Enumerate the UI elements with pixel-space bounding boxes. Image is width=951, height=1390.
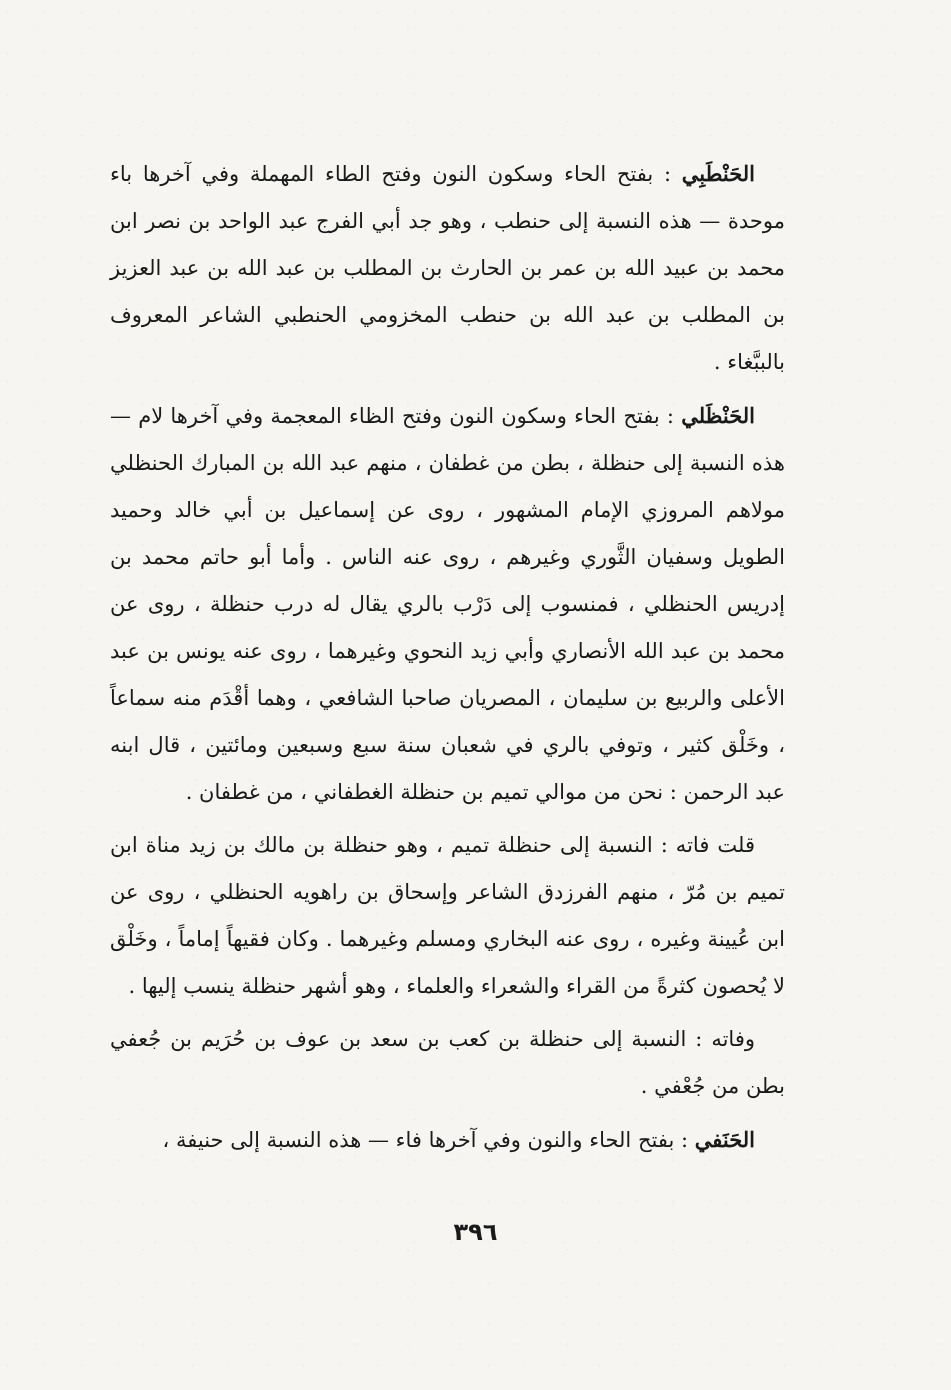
entry-text: : بفتح الحاء والنون وفي آخرها فاء — هذه النسبة إلى حنيفة ، — [162, 1128, 695, 1152]
page-number: ٣٩٦ — [453, 1218, 498, 1246]
entry-text: : بفتح الحاء وسكون النون وفتح الطاء المهملة وفي آخرها باء موحدة — هذه النسبة إلى حنطب ، وهو جد أبي الفرج عبد الواحد بن نصر ابن محمد بن عبيد الله بن عمر بن الحارث بن المطلب بن عبد الله بن عبد العزيز بن المطلب بن عبد الله بن حنطب المخزومي الحنطبي الشاعر المعروف بالببَّغاء . — [110, 162, 785, 374]
entry-headword: الحَنَفي — [694, 1127, 755, 1152]
note-paragraph — [110, 822, 785, 1010]
note-paragraph — [110, 1016, 785, 1110]
entry-hanafi — [110, 1116, 785, 1164]
body-text — [110, 150, 785, 1164]
entry-text: : بفتح الحاء وسكون النون وفتح الظاء المعجمة وفي آخرها لام — هذه النسبة إلى حنظلة ، بطن من غطفان ، منهم عبد الله بن المبارك الحنظلي مولاهم المروزي الإمام المشهور ، روى عن إسماعيل بن أبي خالد وحميد الطويل وسفيان الثَّوري وغيرهم ، روى عنه الناس . وأما أبو حاتم محمد بن إدريس الحنظلي ، فمنسوب إلى دَرْب بالري يقال له درب حنظلة ، روى عن محمد بن عبد الله الأنصاري وأبي زيد النحوي وغيرهما ، روى عنه يونس بن عبد الأعلى والربيع بن سليمان ، المصريان صاحبا الشافعي ، وهما أقْدَم منه سماعاً ، وخَلْق كثير ، وتوفي بالري في شعبان سنة سبع وسبعين ومائتين ، قال ابنه عبد الرحمن : نحن من موالي تميم بن حنظلة الغطفاني ، من غطفان . — [110, 404, 785, 804]
note-text: قلت فاته : النسبة إلى حنظلة تميم ، وهو حنظلة بن مالك بن زيد مناة ابن تميم بن مُرّ ، منهم الفرزدق الشاعر وإسحاق بن راهويه الحنظلي ، روى عن ابن عُيينة وغيره ، روى عنه البخاري ومسلم وغيرهما . وكان فقيهاً إماماً ، وخَلْق لا يُحصون كثرةً من القراء والشعراء والعلماء ، وهو أشهر حنظلة ينسب إليها . — [110, 833, 785, 998]
entry-headword: الحَنْظَلي — [681, 403, 755, 428]
entry-hantabi — [110, 150, 785, 386]
entry-hanzali — [110, 392, 785, 816]
entry-headword: الحَنْطَبِي — [681, 161, 755, 186]
note-text: وفاته : النسبة إلى حنظلة بن كعب بن سعد بن عوف بن حُرَيم بن جُعفي بطن من جُعْفي . — [110, 1027, 785, 1098]
